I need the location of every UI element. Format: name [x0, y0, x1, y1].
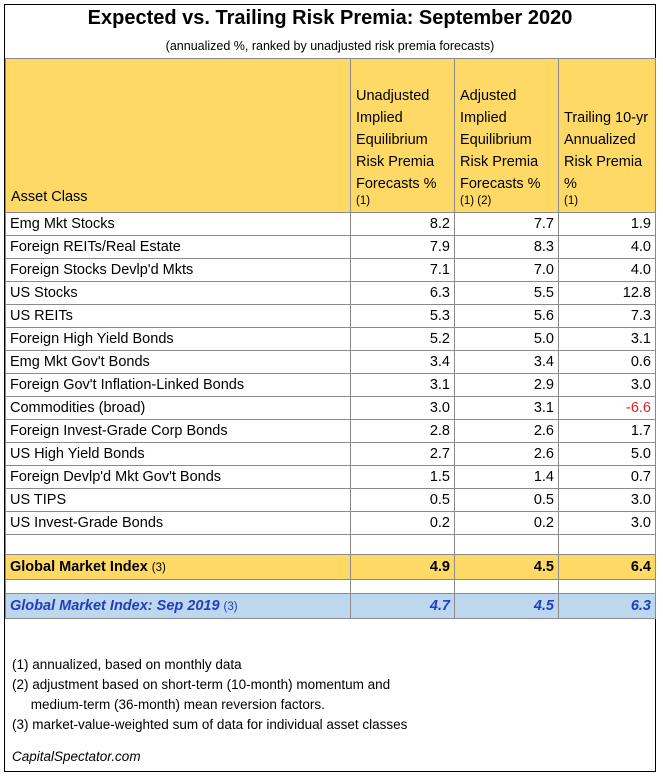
table-row — [6, 236, 656, 259]
unadjusted-cell: 7.9 — [351, 236, 455, 259]
table-row — [6, 259, 656, 282]
trailing-cell: 3.0 — [559, 512, 656, 535]
gmi-prior-row — [6, 594, 656, 619]
header-row — [6, 59, 656, 213]
gmi-prior-row-name: Global Market Index: Sep 2019 — [10, 598, 220, 614]
trailing-cell: 1.7 — [559, 420, 656, 443]
unadjusted-cell: 2.8 — [351, 420, 455, 443]
unadjusted-cell: 0.5 — [351, 489, 455, 512]
table-row — [6, 328, 656, 351]
table-row — [6, 397, 656, 420]
footnote: (3) market-value-weighted sum of data for individual asset classes — [12, 717, 408, 732]
header-unadjusted: Unadjusted Implied Equilibrium Risk Premia Forecasts % (1) — [351, 59, 455, 213]
footnote: (1) annualized, based on monthly data — [12, 657, 242, 672]
adjusted-cell: 2.9 — [455, 374, 559, 397]
unadjusted-cell: 2.7 — [351, 443, 455, 466]
adjusted-cell: 7.7 — [455, 213, 559, 236]
gmi-row-adjusted: 4.5 — [455, 555, 559, 580]
gmi-row-ref: (3) — [151, 562, 166, 574]
header-note: (1) — [564, 195, 579, 207]
chart-subtitle: (annualized %, ranked by unadjusted risk premia forecasts) — [165, 39, 495, 53]
footnote: (2) adjustment based on short-term (10-month) momentum and — [12, 677, 391, 692]
spacer-row — [6, 580, 656, 594]
asset-class-cell: Foreign Devlp'd Mkt Gov't Bonds — [6, 466, 351, 489]
header-adjusted: Adjusted Implied Equilibrium Risk Premia Forecasts % (1) (2) — [455, 59, 559, 213]
gmi-row — [6, 555, 656, 580]
unadjusted-cell: 7.1 — [351, 259, 455, 282]
asset-class-cell: US Invest-Grade Bonds — [6, 512, 351, 535]
trailing-cell: 7.3 — [559, 305, 656, 328]
trailing-cell: -6.6 — [559, 397, 656, 420]
source-credit: CapitalSpectator.com — [12, 749, 141, 764]
gmi-row-trailing: 6.4 — [559, 555, 656, 580]
asset-class-cell: Foreign Gov't Inflation-Linked Bonds — [6, 374, 351, 397]
trailing-cell: 4.0 — [559, 259, 656, 282]
adjusted-cell: 2.6 — [455, 443, 559, 466]
trailing-cell: 3.0 — [559, 374, 656, 397]
asset-class-cell: Foreign REITs/Real Estate — [6, 236, 351, 259]
unadjusted-cell: 3.1 — [351, 374, 455, 397]
unadjusted-cell: 5.2 — [351, 328, 455, 351]
asset-class-cell: Foreign High Yield Bonds — [6, 328, 351, 351]
header-trailing: Trailing 10-yr Annualized Risk Premia % (1) — [559, 59, 656, 213]
spacer-row — [6, 535, 656, 555]
asset-class-cell: US Stocks — [6, 282, 351, 305]
table-row — [6, 420, 656, 443]
unadjusted-cell: 3.0 — [351, 397, 455, 420]
trailing-cell: 4.0 — [559, 236, 656, 259]
trailing-cell: 5.0 — [559, 443, 656, 466]
asset-class-cell: Emg Mkt Stocks — [6, 213, 351, 236]
trailing-cell: 0.6 — [559, 351, 656, 374]
table-row — [6, 213, 656, 236]
trailing-cell: 3.0 — [559, 489, 656, 512]
unadjusted-cell: 5.3 — [351, 305, 455, 328]
adjusted-cell: 5.5 — [455, 282, 559, 305]
gmi-row-name: Global Market Index — [10, 559, 148, 575]
gmi-prior-row-trailing: 6.3 — [559, 594, 656, 619]
adjusted-cell: 3.1 — [455, 397, 559, 420]
table-row — [6, 374, 656, 397]
adjusted-cell: 2.6 — [455, 420, 559, 443]
table-row — [6, 489, 656, 512]
trailing-cell: 0.7 — [559, 466, 656, 489]
adjusted-cell: 1.4 — [455, 466, 559, 489]
spacer-cell — [455, 535, 559, 555]
unadjusted-cell: 3.4 — [351, 351, 455, 374]
unadjusted-cell: 1.5 — [351, 466, 455, 489]
adjusted-cell: 0.2 — [455, 512, 559, 535]
header-asset-class: Asset Class — [6, 59, 351, 213]
asset-class-cell: Emg Mkt Gov't Bonds — [6, 351, 351, 374]
asset-class-cell: US High Yield Bonds — [6, 443, 351, 466]
table-row — [6, 351, 656, 374]
spacer-cell — [455, 580, 559, 594]
header-note: (1) — [356, 195, 371, 207]
unadjusted-cell: 0.2 — [351, 512, 455, 535]
adjusted-cell: 0.5 — [455, 489, 559, 512]
gmi-prior-row-label — [6, 594, 351, 619]
gmi-prior-row-unadjusted: 4.7 — [351, 594, 455, 619]
footnotes — [12, 655, 407, 735]
unadjusted-cell: 8.2 — [351, 213, 455, 236]
asset-class-cell: Foreign Stocks Devlp'd Mkts — [6, 259, 351, 282]
trailing-cell: 12.8 — [559, 282, 656, 305]
spacer-cell — [351, 535, 455, 555]
spacer-cell — [559, 580, 656, 594]
gmi-row-unadjusted: 4.9 — [351, 555, 455, 580]
gmi-row-label — [6, 555, 351, 580]
footnote: medium-term (36-month) mean reversion factors. — [12, 697, 325, 712]
adjusted-cell: 8.3 — [455, 236, 559, 259]
spacer-cell — [6, 580, 351, 594]
gmi-prior-row-adjusted: 4.5 — [455, 594, 559, 619]
unadjusted-cell: 6.3 — [351, 282, 455, 305]
gmi-prior-row-ref: (3) — [223, 601, 238, 613]
trailing-cell: 3.1 — [559, 328, 656, 351]
table-row — [6, 443, 656, 466]
asset-class-cell: Foreign Invest-Grade Corp Bonds — [6, 420, 351, 443]
spacer-cell — [351, 580, 455, 594]
adjusted-cell: 5.0 — [455, 328, 559, 351]
adjusted-cell: 7.0 — [455, 259, 559, 282]
adjusted-cell: 5.6 — [455, 305, 559, 328]
asset-class-cell: Commodities (broad) — [6, 397, 351, 420]
chart-title: Expected vs. Trailing Risk Premia: September 2020 — [87, 7, 573, 29]
spacer-cell — [6, 535, 351, 555]
table-row — [6, 305, 656, 328]
asset-class-cell: US TIPS — [6, 489, 351, 512]
trailing-cell: 1.9 — [559, 213, 656, 236]
spacer-cell — [559, 535, 656, 555]
table-row — [6, 282, 656, 305]
table-row — [6, 466, 656, 489]
adjusted-cell: 3.4 — [455, 351, 559, 374]
risk-premia-table — [5, 58, 656, 619]
header-note: (1) (2) — [460, 195, 492, 207]
asset-class-cell: US REITs — [6, 305, 351, 328]
table-row — [6, 512, 656, 535]
